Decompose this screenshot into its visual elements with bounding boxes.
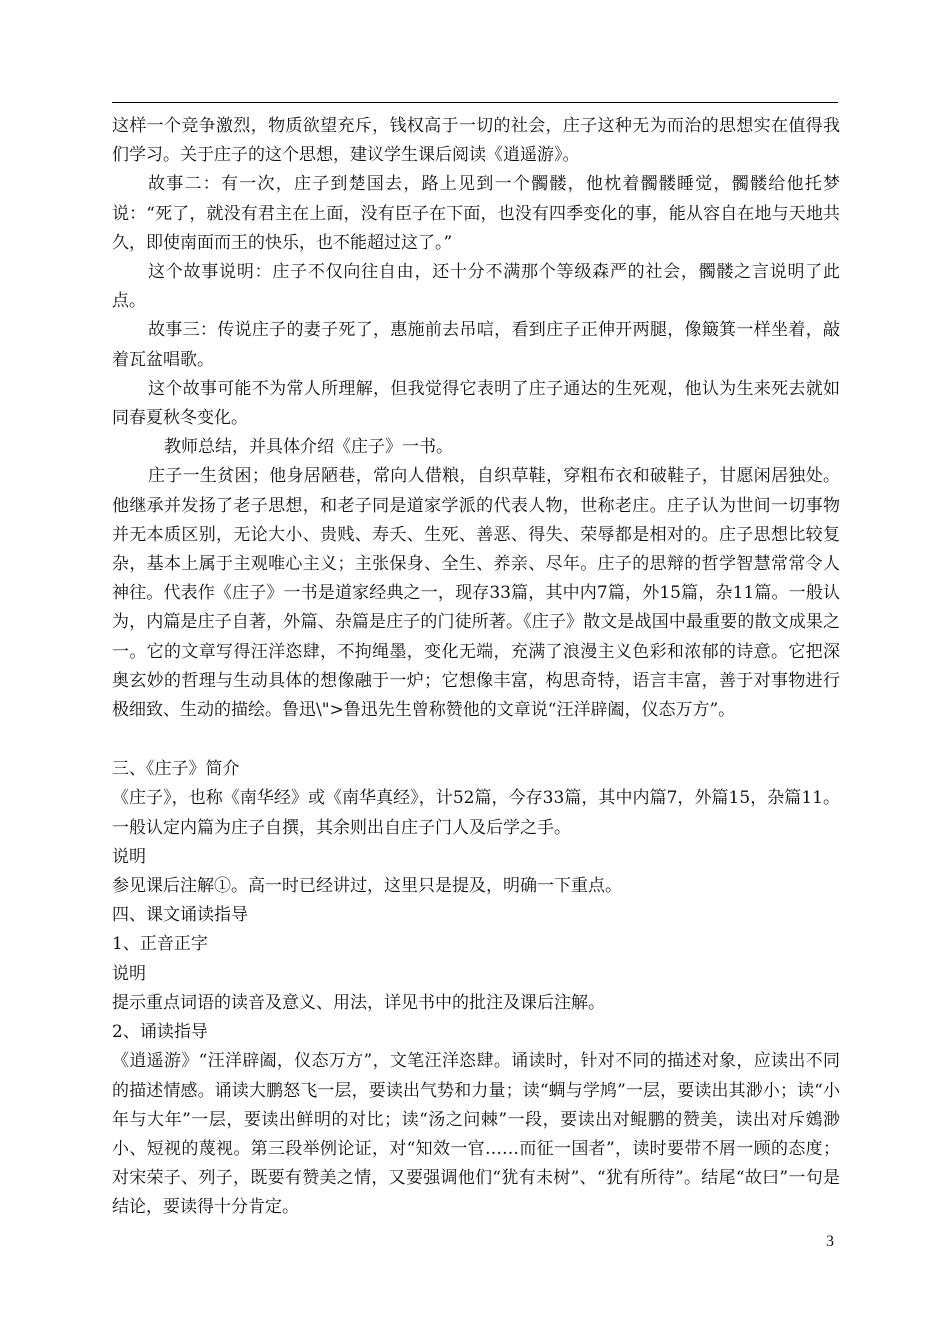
paragraph-vocabulary-note: 提示重点词语的读音及意义、用法，详见书中的批注及课后注解。: [112, 992, 605, 1013]
paragraph-story-two-note: 这个故事说明：庄子不仅向往自由，还十分不满那个等级森严的社会，髑髅之言说明了此点。: [112, 262, 840, 312]
paragraph-zhuangzi-intro: 《庄子》，也称《南华经》或《南华真经》，计52篇，今存33篇，其中内篇7，外篇15，杂篇11。一般认定内篇为庄子自撰，其余则出自庄子门人及后学之手。: [112, 788, 840, 838]
header-rule: [112, 102, 838, 103]
paragraph-zhuangzi-life: 庄子一生贫困；他身居陋巷，常向人借粮，自织草鞋，穿粗布衣和破鞋子，甘愿闲居独处。他继承并发扬了老子思想，和老子同是道家学派的代表人物，世称老庄。庄子认为世间一切事物并无本质区别，无论大小、贵贱、寿夭、生死、善恶、得失、荣辱都是相对的。庄子思想比较复杂，基本上属于主观唯心主义；主张保身、全生、养亲、尽年。庄子的思辩的哲学智慧常常令人神往。代表作《庄子》一书是道家经典之一，现存33篇，其中内7篇，外15篇，杂11篇。一般认为，内篇是庄子自著，外篇、杂篇是庄子的门徒所著。《庄子》散文是战国中最重要的散文成果之一。它的文章写得汪洋恣肆，不拘绳墨，变化无端，充满了浪漫主义色彩和浓郁的诗意。它把深奥玄妙的哲理与生动具体的想像融于一炉；它想像丰富，构思奇特，语言丰富，善于对事物进行极细致、生动的描绘。鲁迅\">鲁迅先生曾称赞他的文章说“汪洋辟阖，仪态万方”。: [112, 466, 840, 721]
label-explanation-2: 说明: [112, 963, 146, 984]
paragraph-story-three-note: 这个故事可能不为常人所理解，但我觉得它表明了庄子通达的生死观，他认为生来死去就如同春夏秋冬变化。: [112, 378, 840, 429]
label-explanation: 说明: [112, 846, 146, 867]
subheading-reading-guide: 2、诵读指导: [112, 1022, 208, 1043]
section-heading-three: 三、《庄子》简介: [112, 759, 240, 780]
paragraph-reading-guide: 《逍遥游》“汪洋辟阖，仪态万方”，文笔汪洋恣肆。诵读时，针对不同的描述对象，应读出不同的描述情感。诵读大鹏怒飞一层，要读出气势和力量；读“蜩与学鸠”一层，要读出其渺小；读“小年与大年”一层，要读出鲜明的对比；读“汤之问棘”一段，要读出对鲲鹏的赞美，读出对斥鴳渺小、短视的蔑视。第三段举例论证，对“知效一官……而征一国者”，读时要带不屑一顾的态度；对宋荣子、列子，既要有赞美之情，又要强调他们“犹有未树”、“犹有所待”。结尾“故曰”一句是结论，要读得十分肯定。: [112, 1051, 840, 1218]
paragraph-reference-note: 参见课后注解①。高一时已经讲过，这里只是提及，明确一下重点。: [112, 876, 622, 897]
page-number: 3: [826, 1233, 834, 1250]
section-heading-four: 四、课文诵读指导: [112, 905, 248, 926]
paragraph-story-two: 故事二：有一次，庄子到楚国去，路上见到一个髑髅，他枕着髑髅睡觉，髑髅给他托梦说：“死了，就没有君主在上面，没有臣子在下面，也没有四季变化的事，能从容自在地与天地共久，即使南面而王的快乐，也不能超过这了。”: [112, 174, 840, 253]
blank-line: [112, 725, 840, 755]
subheading-pronunciation: 1、正音正字: [112, 934, 208, 955]
page-body: [112, 112, 840, 1223]
paragraph-continuation: 这样一个竞争激烈，物质欲望充斥，钱权高于一切的社会，庄子这种无为而治的思想实在值得我们学习。关于庄子的这个思想，建议学生课后阅读《逍遥游》。: [112, 116, 840, 166]
paragraph-story-three: 故事三：传说庄子的妻子死了，惠施前去吊唁，看到庄子正伸开两腿，像簸箕一样坐着，敲着瓦盆唱歌。: [112, 320, 840, 370]
paragraph-teacher-summary: 教师总结，并具体介绍《庄子》一书。: [164, 437, 453, 458]
